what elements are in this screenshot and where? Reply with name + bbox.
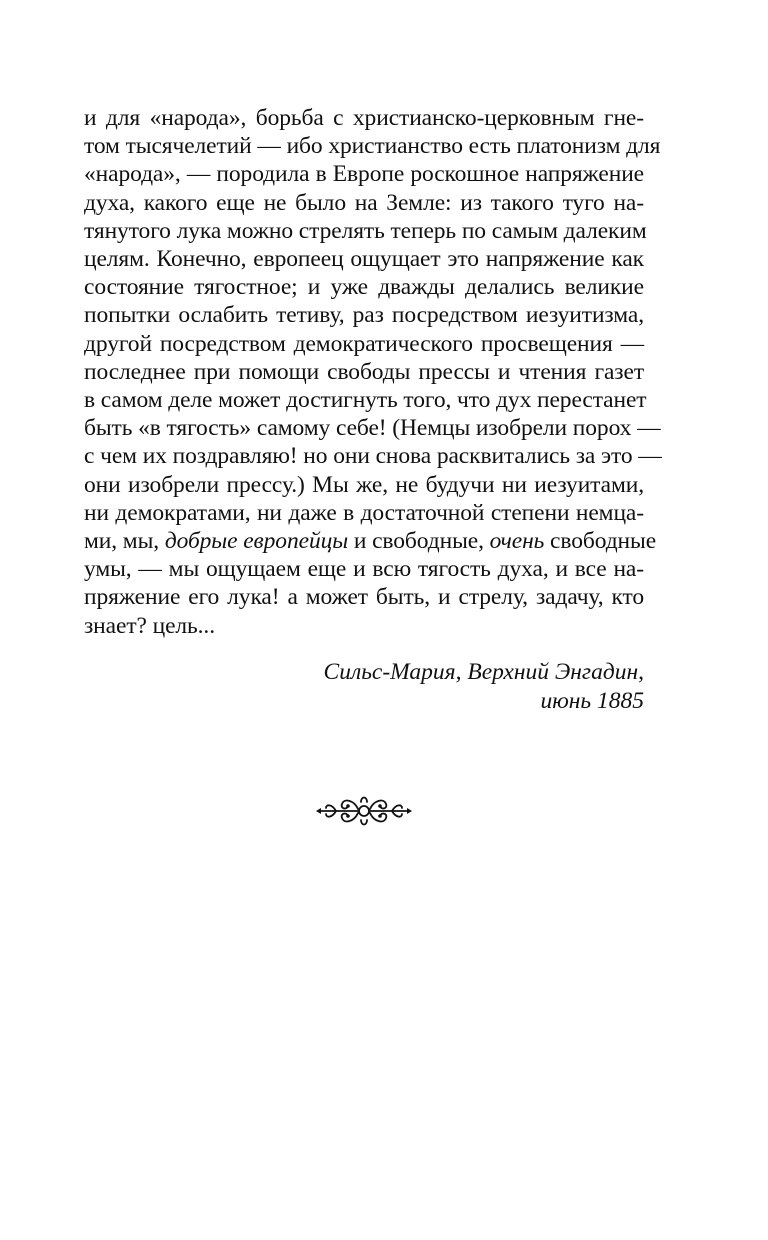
text-line: последнее при помощи свободы прессы и чтения газет [84, 358, 644, 385]
text-line: тянутого лука можно стрелять теперь по самым далеким [84, 217, 647, 244]
text-line: быть «в тягость» самому себе! (Немцы изобрели порох — [84, 415, 661, 442]
text-line: с чем их поздравляю! но они снова расквитались за это — [84, 443, 662, 470]
text-run: свободные [544, 528, 657, 555]
body-text [84, 104, 662, 640]
signature [324, 658, 644, 716]
emphasis-good-europeans: добрые европейцы [164, 528, 349, 555]
text-line: умы, — мы ощущаем еще и всю тягость духа, и все на- [84, 556, 644, 583]
text-line: том тысячелетий — ибо христианство есть платонизм для [84, 133, 661, 160]
text-line-mixed [84, 527, 657, 555]
signature-date: июнь 1885 [540, 688, 644, 714]
text-line: пряжение его лука! а может быть, и стрелу, задачу, кто [84, 584, 644, 611]
text-line: «народа», — породила в Европе роскошное напряжение [84, 161, 644, 188]
flourish-ornament-icon [314, 788, 414, 834]
text-line: они изобрели прессу.) Мы же, не будучи ни иезуитами, [84, 471, 644, 498]
text-line: другой посредством демократического просвещения — [84, 330, 644, 357]
text-line-last: знает? цель... [84, 612, 215, 639]
text-run: и свободные, [348, 528, 490, 555]
text-line: целям. Конечно, европеец ощущает это напряжение как [84, 246, 644, 273]
text-line: попытки ослабить тетиву, раз посредством иезуитизма, [84, 302, 644, 329]
text-run: ми, мы, [84, 528, 165, 555]
text-line: состояние тягостное; и уже дважды делались великие [84, 274, 644, 301]
text-line: и для «народа», борьба с христианско-церковным гне- [84, 105, 644, 131]
signature-place: Сильс-Мария, Верхний Энгадин, [323, 659, 644, 685]
text-line: в самом деле может достигнуть того, что дух перестанет [84, 387, 647, 414]
emphasis-very: очень [489, 528, 545, 555]
text-line: ни демократами, ни даже в достаточной степени немца- [84, 499, 644, 526]
text-line: духа, какого еще не было на Земле: из такого туго на- [84, 189, 644, 216]
